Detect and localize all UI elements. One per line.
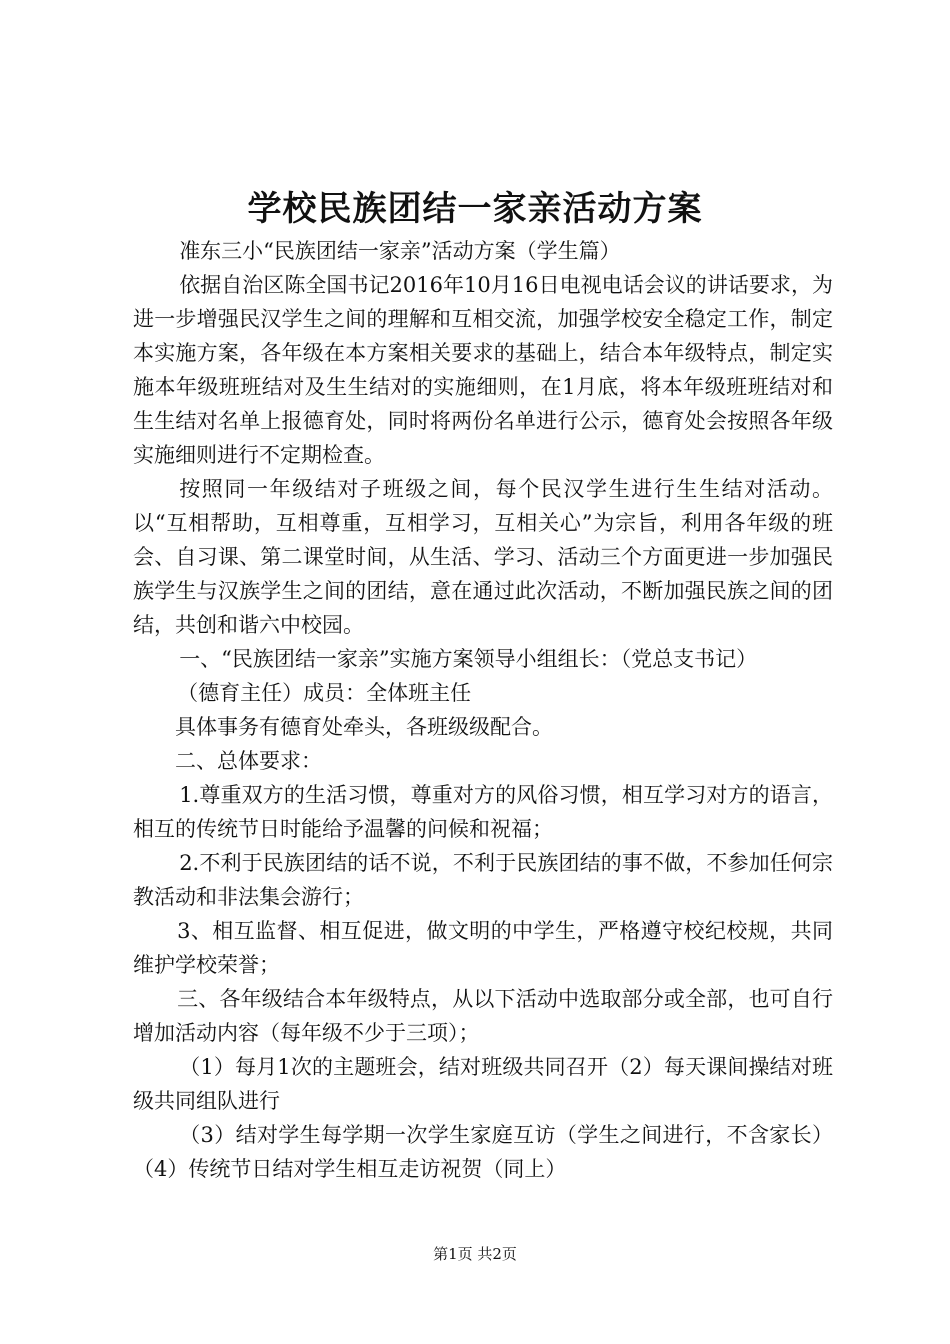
document-title: 学校民族团结一家亲活动方案 [247, 189, 703, 229]
paragraph-activities-3-4: （3）结对学生每学期一次学生家庭互访（学生之间进行，不含家长）（4）传统节日结对学生相互走访祝贺（同上） [133, 1123, 833, 1181]
document-body [133, 234, 833, 1186]
paragraph-pairing: 按照同一年级结对子班级之间，每个民汉学生进行生生结对活动。以“互相帮助，互相尊重，互相学习，互相关心”为宗旨，利用各年级的班会、自习课、第二课堂时间，从生活、学习、活动三个方面更进一步加强民族学生与汉族学生之间的团结，意在通过此次活动，不断加强民族之间的团结，共创和谐六中校园。 [133, 477, 833, 637]
paragraph-subtitle: 准东三小“民族团结一家亲”活动方案（学生篇） [179, 239, 621, 263]
page-footer: 第1页 共2页 [433, 1245, 517, 1263]
paragraph-members: （德育主任）成员：全体班主任 [177, 681, 472, 705]
paragraph-requirement-2: 2.不利于民族团结的话不说，不利于民族团结的事不做，不参加任何宗教活动和非法集会游行； [133, 851, 833, 909]
paragraph-section-2: 二、总体要求： [175, 749, 322, 773]
paragraph-section-3: 三、各年级结合本年级特点，从以下活动中选取部分或全部，也可自行增加活动内容（每年级不少于三项）； [133, 987, 833, 1045]
paragraph-requirement-1: 1.尊重双方的生活习惯，尊重对方的风俗习惯，相互学习对方的语言，相互的传统节日时能给予温馨的问候和祝福； [133, 783, 833, 841]
paragraph-basis: 依据自治区陈全国书记2016年10月16日电视电话会议的讲话要求，为进一步增强民汉学生之间的理解和互相交流，加强学校安全稳定工作，制定本实施方案，各年级在本方案相关要求的基础上，结合本年级特点，制定实施本年级班班结对及生生结对的实施细则，在1月底，将本年级班班结对和生生结对名单上报德育处，同时将两份名单进行公示，德育处会按照各年级实施细则进行不定期检查。 [133, 273, 833, 467]
paragraph-requirement-3: 3、相互监督、相互促进，做文明的中学生，严格遵守校纪校规，共同维护学校荣誉； [133, 919, 833, 977]
paragraph-activities-1-2: （1）每月1次的主题班会，结对班级共同召开（2）每天课间操结对班级共同组队进行 [133, 1055, 833, 1113]
paragraph-responsibility: 具体事务有德育处牵头，各班级级配合。 [175, 715, 553, 739]
paragraph-section-1: 一、“民族团结一家亲”实施方案领导小组组长：（党总支书记） [179, 647, 758, 671]
